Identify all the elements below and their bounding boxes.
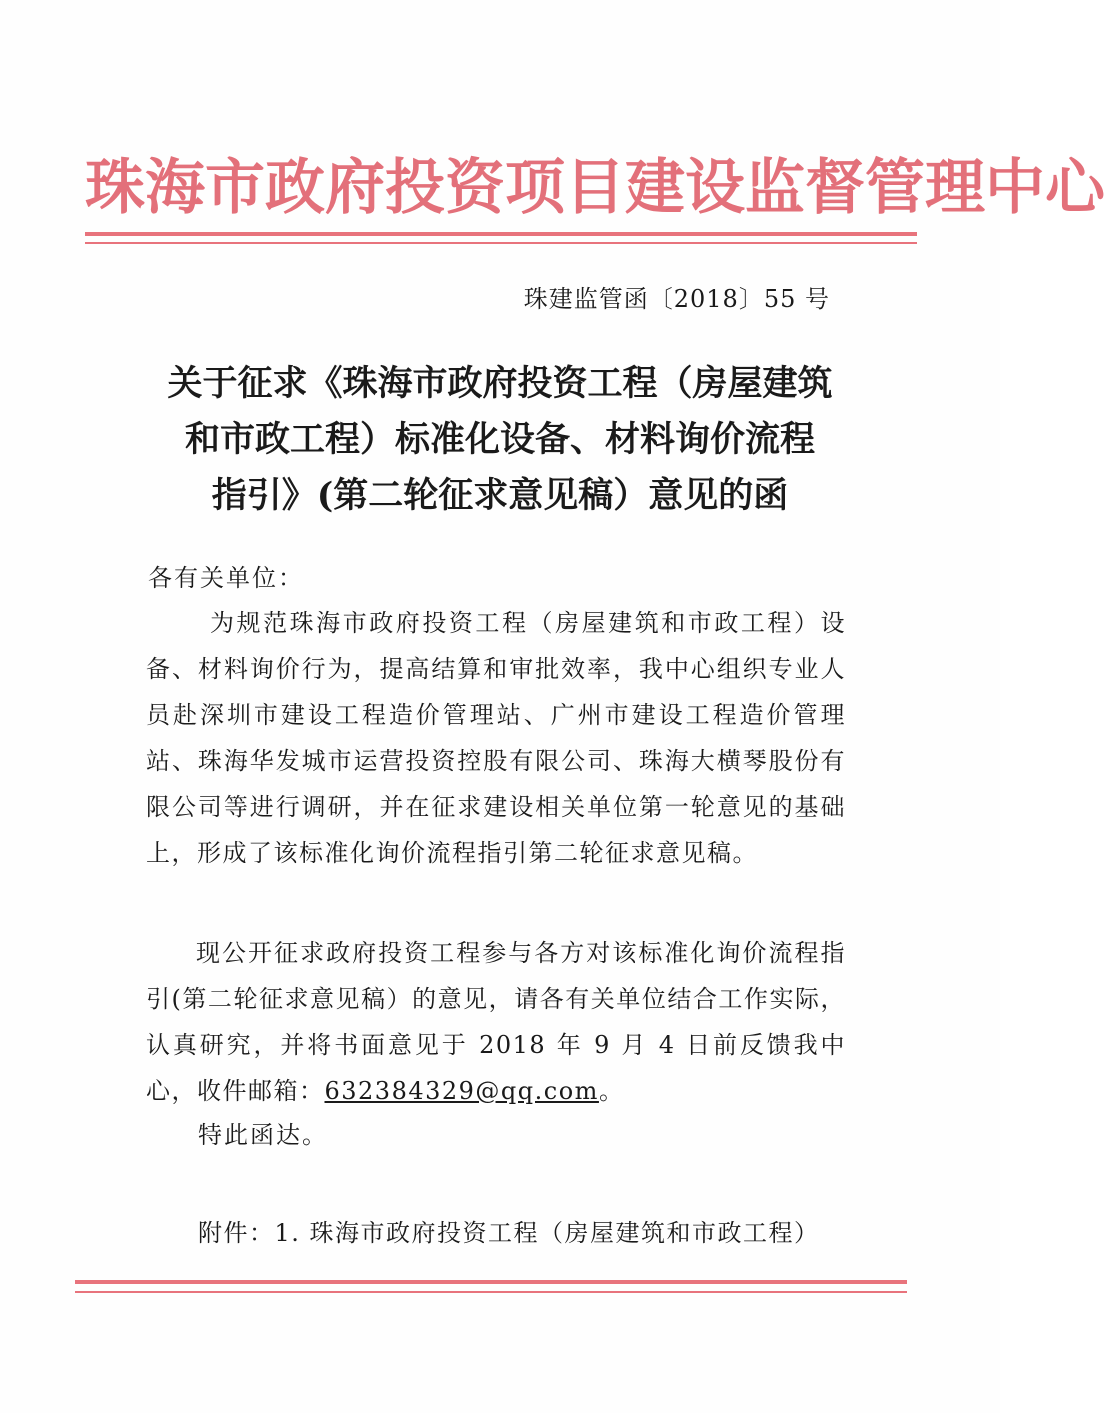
document-number: 珠建监管函〔2018〕55 号: [523, 285, 830, 313]
letterhead-rule-thin: [85, 242, 917, 244]
closing-line: 特此函达。: [198, 1121, 328, 1149]
email-link[interactable]: 632384329@qq.com: [324, 1077, 599, 1105]
footer-rule-thin: [75, 1291, 907, 1293]
letterhead-rule-thick: [85, 232, 917, 236]
title-line-1: 关于征求《珠海市政府投资工程（房屋建筑: [167, 363, 833, 404]
addressee: 各有关单位：: [148, 564, 304, 592]
attachment-line: 附件：1. 珠海市政府投资工程（房屋建筑和市政工程）: [198, 1219, 820, 1247]
paragraph-2-text: 现公开征求政府投资工程参与各方对该标准化询价流程指引(第二轮征求意见稿）的意见，请各有关单位结合工作实际，认真研究，并将书面意见于 2018 年 9 月 4 日前反馈我中心，收件邮箱：: [146, 939, 846, 1105]
paragraph-2-end: 。: [598, 1077, 625, 1105]
document-title: [120, 356, 880, 524]
footer-rule-thick: [75, 1280, 907, 1284]
body-paragraph-1: 为规范珠海市政府投资工程（房屋建筑和市政工程）设备、材料询价行为，提高结算和审批效率，我中心组织专业人员赴深圳市建设工程造价管理站、广州市建设工程造价管理站、珠海华发城市运营投资控股有限公司、珠海大横琴股份有限公司等进行调研，并在征求建设相关单位第一轮意见的基础上，形成了该标准化询价流程指引第二轮征求意见稿。: [146, 609, 846, 867]
title-line-2: 和市政工程）标准化设备、材料询价流程: [184, 419, 815, 460]
title-line-3: 指引》(第二轮征求意见稿）意见的函: [211, 475, 789, 516]
letterhead-org-name: 珠海市政府投资项目建设监督管理中心: [85, 153, 1105, 223]
body-paragraph-2: [146, 930, 846, 1114]
